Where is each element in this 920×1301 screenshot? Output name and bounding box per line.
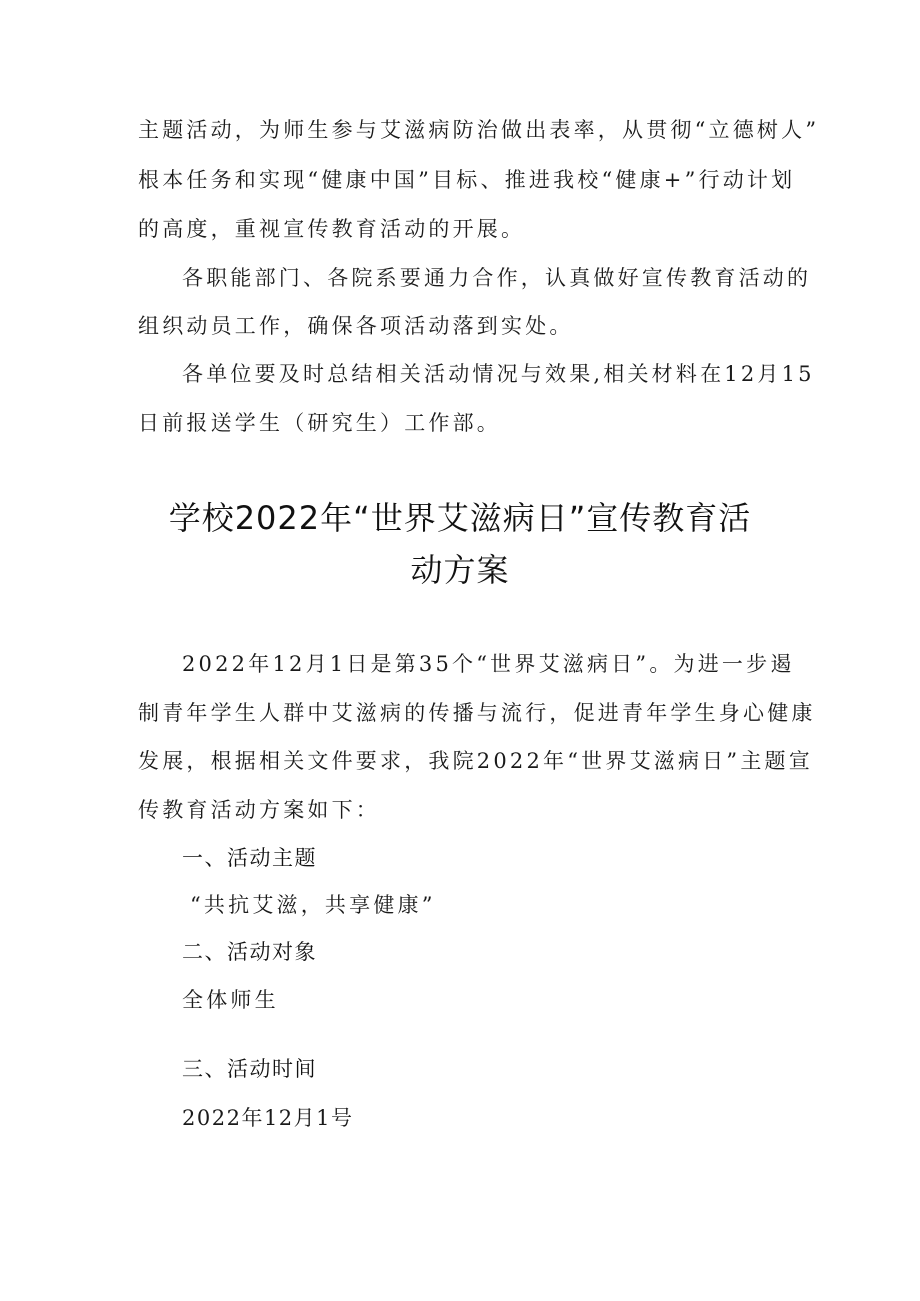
paragraph-line: 发展，根据相关文件要求，我院2022年“世界艾滋病日”主题宣 (138, 749, 813, 773)
paragraph-line: 各单位要及时总结相关活动情况与效果,相关材料在12月15 (182, 362, 815, 386)
paragraph-line: 制青年学生人群中艾滋病的传播与流行，促进青年学生身心健康 (138, 701, 816, 725)
paragraph-line: 各职能部门、各院系要通力合作，认真做好宣传教育活动的 (182, 266, 812, 290)
section-content: “共抗艾滋，共享健康” (190, 893, 436, 917)
paragraph-line: 根本任务和实现“健康中国”目标、推进我校“健康+”行动计划 (138, 168, 796, 192)
section-heading: 一、活动主题 (182, 846, 317, 870)
section-content: 全体师生 (182, 988, 279, 1012)
paragraph-line: 日前报送学生（研究生）工作部。 (138, 411, 501, 435)
paragraph-line: 2022年12月1日是第35个“世界艾滋病日”。为进一步遏 (182, 652, 795, 676)
document-title: 动方案 (410, 551, 510, 589)
paragraph-line: 主题活动，为师生参与艾滋病防治做出表率，从贯彻“立德树人” (138, 118, 820, 142)
paragraph-line: 的高度，重视宣传教育活动的开展。 (138, 217, 526, 241)
section-heading: 二、活动对象 (182, 940, 317, 964)
paragraph-line: 组织动员工作，确保各项活动落到实处。 (138, 314, 574, 338)
section-heading: 三、活动时间 (182, 1057, 317, 1081)
document-title: 学校2022年“世界艾滋病日”宣传教育活 (168, 499, 752, 537)
paragraph-line: 传教育活动方案如下： (138, 798, 380, 822)
section-content: 2022年12月1号 (182, 1106, 354, 1130)
